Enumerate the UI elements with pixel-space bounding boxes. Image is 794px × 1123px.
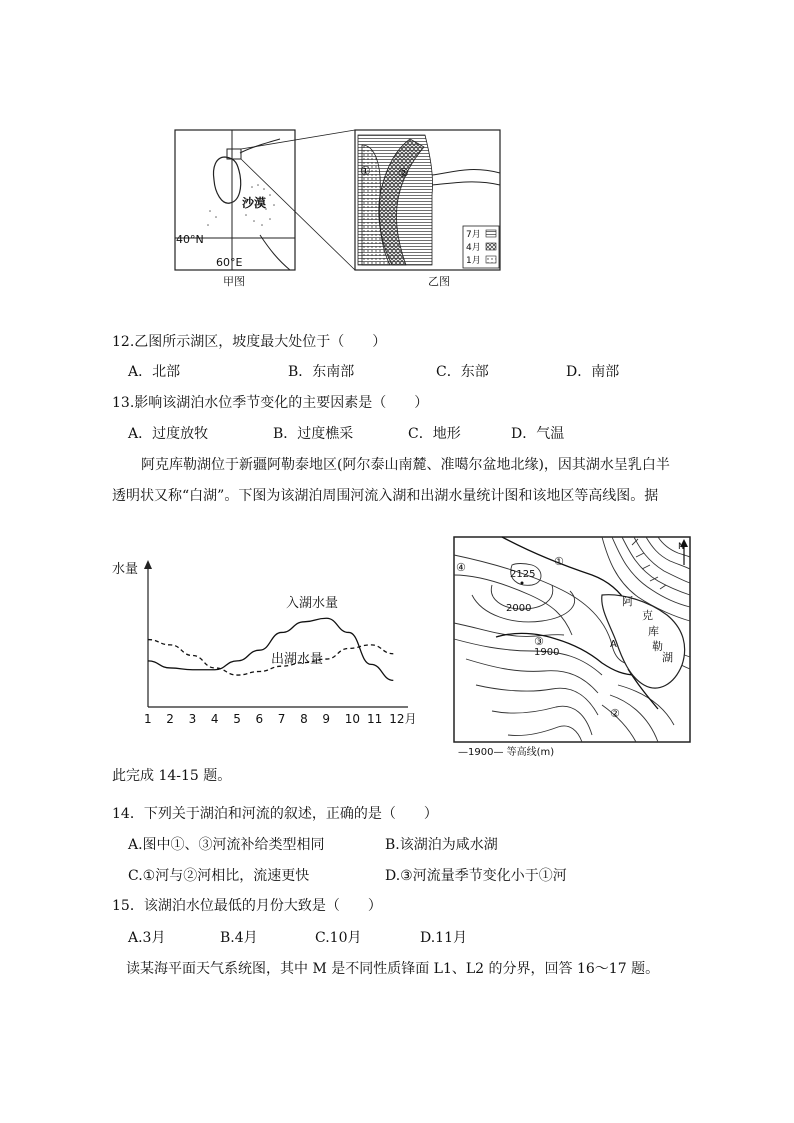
series-in-label: 入湖水量 (286, 596, 339, 611)
water-volume-chart (108, 555, 423, 730)
x-tick-label: 5 (233, 712, 241, 726)
q13-option-d[interactable]: D．气温 (511, 426, 565, 442)
passage-line-2: 透明状又称“白湖”。下图为该湖泊周围河流入湖和出湖水量统计图和该地区等高线图。据 (112, 488, 659, 504)
q13-option-a[interactable]: A．过度放牧 (128, 426, 209, 442)
chart-axes (144, 560, 408, 707)
label-lat: 40°N (176, 233, 204, 246)
x-tick-label: 1 (144, 712, 152, 726)
lake-name-4: 勒 (652, 640, 663, 653)
river-label-2: ② (610, 707, 620, 720)
q13-option-b[interactable]: B．过度樵采 (273, 426, 354, 442)
series-in-line (148, 618, 393, 680)
q13-option-c[interactable]: C．地形 (408, 426, 461, 442)
lake-outline (213, 157, 240, 203)
series-out-label: 出湖水量 (271, 652, 324, 667)
q14-stem: 14．下列关于湖泊和河流的叙述，正确的是（ ） (112, 806, 438, 822)
river-label-3: ③ (534, 635, 544, 648)
contour-legend: —1900— 等高线(m) (458, 747, 555, 758)
legend-jul: 7月 (466, 230, 481, 240)
x-tick-label: 4 (210, 712, 219, 726)
q14-option-b[interactable]: B.该湖泊为咸水湖 (385, 837, 498, 853)
label-map-b-1: ① (360, 164, 371, 178)
map-figure-top (170, 125, 620, 295)
x-tick-label: 11 (367, 712, 383, 726)
contour-2000-label: 2000 (506, 603, 532, 614)
legend-apr: 4月 (466, 243, 481, 253)
passage-2: 读某海平面天气系统图，其中 M 是不同性质锋面 L1、L2 的分界，回答 16～17 题。 (126, 961, 660, 977)
q13-stem: 13.影响该湖泊水位季节变化的主要因素是（ ） (112, 395, 429, 411)
q12-stem: 12.乙图所示湖区，坡度最大处位于（ ） (112, 334, 387, 350)
legend-jan: 1月 (466, 256, 481, 266)
caption-map-b: 乙图 (428, 275, 450, 288)
q12-option-d[interactable]: D．南部 (566, 364, 620, 380)
x-tick-label: 3 (188, 712, 197, 726)
passage-line-3: 此完成 14-15 题。 (112, 768, 232, 784)
q12-option-c[interactable]: C．东部 (436, 364, 489, 380)
label-lon: 60°E (216, 256, 243, 269)
x-tick-label: 6 (255, 712, 264, 726)
peak-marker (521, 582, 524, 585)
contour-1900-label: 1900 (534, 647, 560, 658)
point-a-label: A (610, 639, 617, 650)
q14-option-a[interactable]: A.图中①、③河流补给类型相同 (128, 837, 325, 853)
river-label-4: ④ (456, 561, 466, 574)
q14-option-d[interactable]: D.③河流量季节变化小于①河 (385, 868, 567, 884)
q15-option-d[interactable]: D.11月 (420, 930, 467, 946)
x-tick-label: 7 (277, 712, 286, 726)
lake-name-1: 阿 (622, 595, 633, 608)
x-tick-label: 12月 (389, 712, 417, 726)
q15-option-b[interactable]: B.4月 (220, 930, 258, 946)
label-desert: 沙漠 (242, 196, 267, 210)
x-tick-label: 10 (344, 712, 360, 726)
lake-name-2: 克 (642, 609, 653, 622)
q12-option-b[interactable]: B．东南部 (288, 364, 355, 380)
q14-option-c[interactable]: C.①河与②河相比，流速更快 (128, 868, 310, 884)
caption-map-a: 甲图 (223, 275, 245, 288)
lake-name-3: 库 (648, 625, 659, 638)
lake-name-5: 湖 (662, 651, 673, 664)
y-axis-arrow (144, 560, 152, 569)
q15-option-a[interactable]: A.3月 (128, 930, 166, 946)
q15-stem: 15．该湖泊水位最低的月份大致是（ ） (112, 898, 382, 914)
label-map-b-2: ② (398, 166, 409, 180)
river-label-1: ① (554, 555, 564, 568)
x-tick-label: 8 (300, 712, 308, 726)
x-tick-label: 2 (166, 712, 174, 726)
peak-label: 2125 (510, 569, 536, 580)
x-tick-label: 9 (322, 712, 331, 726)
contour-map (452, 535, 697, 765)
passage-line-1: 阿克库勒湖位于新疆阿勒泰地区(阿尔泰山南麓、准噶尔盆地北缘)，因其湖水呈乳白半 (141, 457, 670, 473)
q15-option-c[interactable]: C.10月 (315, 930, 362, 946)
y-axis-label: 水量 (112, 562, 139, 577)
north-label: N (678, 542, 685, 552)
q12-option-a[interactable]: A．北部 (128, 364, 181, 380)
